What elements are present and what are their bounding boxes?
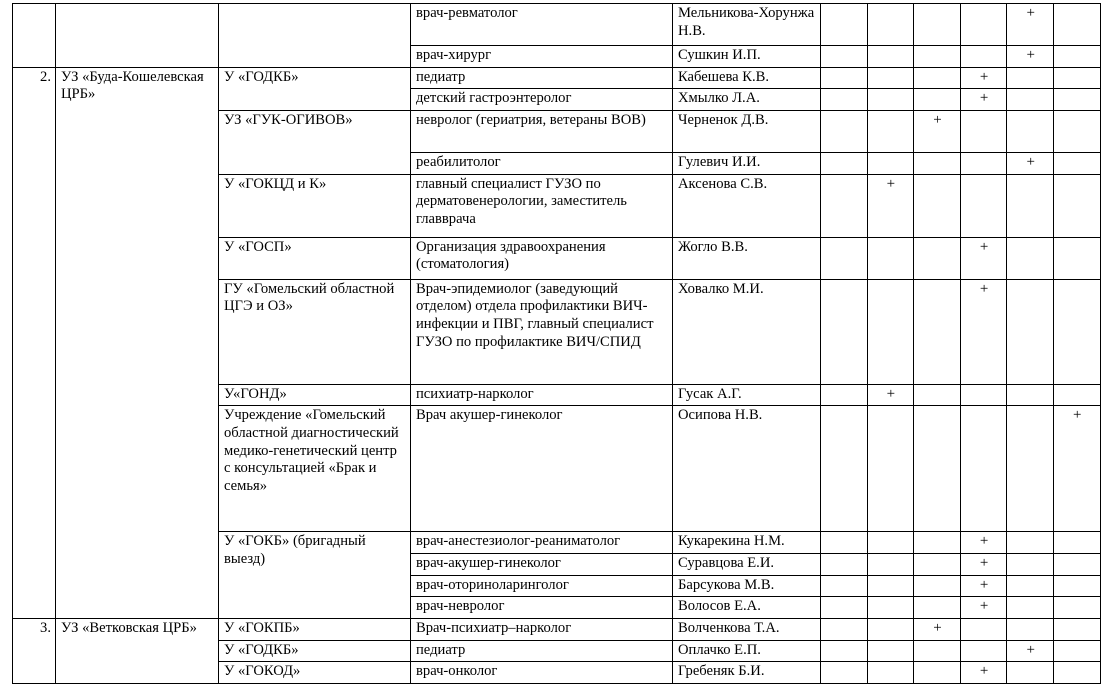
cell-mark-checked	[1007, 46, 1054, 68]
cell-mark-empty	[1007, 67, 1054, 89]
cell-mark-empty	[1007, 174, 1054, 237]
cell-inst: У «ГОСП»	[219, 237, 411, 279]
cell-mark-empty	[914, 597, 961, 619]
cell-mark-empty	[821, 597, 868, 619]
cell-person-name: Барсукова М.В.	[673, 575, 821, 597]
cell-person-name: Волченкова Т.А.	[673, 618, 821, 640]
cell-mark-empty	[821, 575, 868, 597]
cell-mark-empty	[960, 4, 1007, 46]
cell-person-name: Волосов Е.А.	[673, 597, 821, 619]
cell-mark-empty	[1007, 532, 1054, 554]
cell-mark-checked	[914, 618, 961, 640]
cell-mark-checked	[1053, 406, 1100, 532]
cell-specialty: врач-хирург	[411, 46, 673, 68]
cell-mark-checked	[960, 597, 1007, 619]
cell-mark-empty	[1053, 279, 1100, 384]
cell-mark-empty	[1053, 110, 1100, 152]
plus-icon: +	[979, 598, 989, 615]
schedule-table	[12, 3, 1101, 684]
cell-mark-empty	[867, 618, 914, 640]
cell-mark-empty	[1053, 640, 1100, 662]
cell-org: УЗ «Ветковская ЦРБ»	[56, 618, 219, 683]
plus-icon: +	[1073, 407, 1082, 424]
cell-person-name: Гусак А.Г.	[673, 384, 821, 406]
cell-mark-empty	[1053, 4, 1100, 46]
cell-mark-empty	[914, 575, 961, 597]
cell-specialty: Врач акушер-гинеколог	[411, 406, 673, 532]
cell-specialty: главный специалист ГУЗО по дерматовенерологии, заместитель главврача	[411, 174, 673, 237]
plus-icon: +	[886, 175, 896, 192]
cell-mark-empty	[960, 46, 1007, 68]
cell-mark-empty	[914, 89, 961, 111]
cell-num: 3.	[13, 618, 56, 683]
cell-person-name: Аксенова С.В.	[673, 174, 821, 237]
cell-mark-checked	[1007, 4, 1054, 46]
cell-mark-empty	[867, 640, 914, 662]
cell-mark-checked	[1007, 152, 1054, 174]
cell-mark-empty	[821, 4, 868, 46]
cell-mark-empty	[867, 575, 914, 597]
cell-mark-checked	[1007, 640, 1054, 662]
cell-mark-empty	[914, 553, 961, 575]
cell-mark-empty	[821, 67, 868, 89]
cell-mark-empty	[1053, 174, 1100, 237]
cell-specialty: Организация здравоохранения (стоматология)	[411, 237, 673, 279]
cell-mark-empty	[960, 618, 1007, 640]
cell-mark-empty	[821, 532, 868, 554]
cell-mark-empty	[1007, 279, 1054, 384]
cell-specialty: педиатр	[411, 640, 673, 662]
cell-mark-empty	[960, 640, 1007, 662]
table-body	[13, 4, 1101, 684]
cell-num: 2.	[13, 67, 56, 618]
cell-mark-empty	[1053, 237, 1100, 279]
cell-specialty: врач-анестезиолог-реаниматолог	[411, 532, 673, 554]
cell-mark-empty	[960, 406, 1007, 532]
plus-icon: +	[979, 576, 989, 593]
cell-mark-empty	[1053, 152, 1100, 174]
cell-specialty: врач-акушер-гинеколог	[411, 553, 673, 575]
cell-specialty: врач-ревматолог	[411, 4, 673, 46]
cell-person-name: Кукарекина Н.М.	[673, 532, 821, 554]
cell-mark-empty	[821, 152, 868, 174]
cell-mark-checked	[960, 532, 1007, 554]
cell-mark-empty	[1007, 237, 1054, 279]
cell-inst: Учреждение «Гомельский областной диагностический медико-генетический центр с консультацией «Брак и семья»	[219, 406, 411, 532]
cell-mark-empty	[914, 532, 961, 554]
plus-icon: +	[979, 554, 989, 571]
cell-mark-empty	[1007, 406, 1054, 532]
cell-mark-empty	[821, 89, 868, 111]
cell-person-name: Хмылко Л.А.	[673, 89, 821, 111]
cell-mark-empty	[867, 553, 914, 575]
cell-mark-empty	[1007, 618, 1054, 640]
cell-mark-empty	[867, 237, 914, 279]
cell-mark-checked	[960, 662, 1007, 684]
plus-icon: +	[1026, 5, 1035, 21]
cell-mark-empty	[914, 46, 961, 68]
cell-mark-empty	[1053, 575, 1100, 597]
cell-mark-empty	[867, 532, 914, 554]
cell-person-name: Оплачко Е.П.	[673, 640, 821, 662]
cell-inst: У «ГОДКБ»	[219, 640, 411, 662]
plus-icon: +	[933, 619, 942, 636]
cell-mark-empty	[1053, 618, 1100, 640]
cell-mark-checked	[867, 384, 914, 406]
cell-inst	[219, 4, 411, 68]
cell-specialty: врач-оториноларинголог	[411, 575, 673, 597]
cell-org	[56, 4, 219, 68]
cell-mark-empty	[821, 174, 868, 237]
cell-mark-empty	[1053, 532, 1100, 554]
cell-mark-empty	[821, 110, 868, 152]
cell-mark-empty	[1053, 384, 1100, 406]
cell-mark-empty	[821, 406, 868, 532]
cell-mark-checked	[960, 553, 1007, 575]
plus-icon: +	[979, 533, 989, 550]
cell-specialty: Врач-психиатр–нарколог	[411, 618, 673, 640]
cell-mark-checked	[960, 237, 1007, 279]
cell-inst: У «ГОКЦД и К»	[219, 174, 411, 237]
cell-mark-empty	[914, 152, 961, 174]
cell-mark-empty	[914, 279, 961, 384]
plus-icon: +	[979, 68, 989, 85]
cell-specialty: психиатр-нарколог	[411, 384, 673, 406]
cell-inst: ГУ «Гомельский областной ЦГЭ и ОЗ»	[219, 279, 411, 384]
cell-num	[13, 4, 56, 68]
cell-mark-empty	[1007, 89, 1054, 111]
cell-person-name: Мельникова-Хорунжа Н.В.	[673, 4, 821, 46]
cell-mark-empty	[960, 110, 1007, 152]
cell-specialty: педиатр	[411, 67, 673, 89]
cell-mark-empty	[1053, 597, 1100, 619]
cell-mark-empty	[1053, 89, 1100, 111]
cell-person-name: Ховалко М.И.	[673, 279, 821, 384]
table-row	[13, 4, 1101, 46]
plus-icon: +	[979, 280, 989, 297]
cell-person-name: Гулевич И.И.	[673, 152, 821, 174]
cell-mark-empty	[1007, 110, 1054, 152]
cell-person-name: Суравцова Е.И.	[673, 553, 821, 575]
cell-mark-empty	[914, 640, 961, 662]
cell-mark-empty	[821, 553, 868, 575]
cell-specialty: реабилитолог	[411, 152, 673, 174]
cell-mark-empty	[821, 279, 868, 384]
cell-mark-empty	[867, 46, 914, 68]
cell-mark-empty	[914, 4, 961, 46]
cell-mark-empty	[867, 662, 914, 684]
cell-mark-empty	[960, 384, 1007, 406]
cell-mark-empty	[821, 640, 868, 662]
cell-mark-empty	[914, 384, 961, 406]
cell-specialty: врач-невролог	[411, 597, 673, 619]
cell-mark-empty	[914, 237, 961, 279]
cell-mark-empty	[914, 67, 961, 89]
cell-mark-empty	[960, 152, 1007, 174]
plus-icon: +	[933, 111, 942, 128]
cell-specialty: невролог (гериатрия, ветераны ВОВ)	[411, 110, 673, 152]
cell-mark-empty	[867, 89, 914, 111]
cell-inst: У «ГОДКБ»	[219, 67, 411, 110]
cell-mark-empty	[867, 406, 914, 532]
cell-mark-checked	[867, 174, 914, 237]
cell-mark-empty	[914, 174, 961, 237]
cell-mark-empty	[867, 4, 914, 46]
cell-mark-empty	[1053, 67, 1100, 89]
plus-icon: +	[886, 385, 896, 402]
plus-icon: +	[979, 238, 989, 255]
plus-icon: +	[979, 663, 989, 680]
cell-mark-checked	[960, 279, 1007, 384]
cell-person-name: Гребеняк Б.И.	[673, 662, 821, 684]
plus-icon: +	[1026, 641, 1035, 658]
cell-inst: УЗ «ГУК-ОГИВОВ»	[219, 110, 411, 174]
cell-mark-empty	[821, 46, 868, 68]
cell-mark-empty	[821, 384, 868, 406]
cell-mark-checked	[960, 575, 1007, 597]
cell-mark-empty	[867, 67, 914, 89]
cell-mark-empty	[821, 237, 868, 279]
table-row	[13, 67, 1101, 89]
cell-inst: У«ГОНД»	[219, 384, 411, 406]
plus-icon: +	[1026, 47, 1035, 63]
cell-mark-empty	[1053, 46, 1100, 68]
cell-inst: У «ГОКОД»	[219, 662, 411, 684]
plus-icon: +	[979, 90, 989, 107]
cell-mark-empty	[1007, 575, 1054, 597]
table-row	[13, 618, 1101, 640]
cell-mark-empty	[1007, 384, 1054, 406]
cell-mark-empty	[867, 110, 914, 152]
cell-mark-empty	[914, 406, 961, 532]
plus-icon: +	[1026, 153, 1035, 170]
cell-mark-checked	[914, 110, 961, 152]
cell-mark-empty	[960, 174, 1007, 237]
cell-specialty: врач-онколог	[411, 662, 673, 684]
cell-mark-checked	[960, 67, 1007, 89]
cell-inst: У «ГОКБ» (бригадный выезд)	[219, 532, 411, 619]
cell-mark-empty	[1053, 662, 1100, 684]
cell-specialty: детский гастроэнтеролог	[411, 89, 673, 111]
cell-mark-empty	[867, 152, 914, 174]
cell-mark-empty	[1007, 553, 1054, 575]
cell-mark-empty	[867, 279, 914, 384]
cell-person-name: Черненок Д.В.	[673, 110, 821, 152]
cell-mark-empty	[1007, 597, 1054, 619]
cell-person-name: Кабешева К.В.	[673, 67, 821, 89]
cell-org: УЗ «Буда-Кошелевская ЦРБ»	[56, 67, 219, 618]
cell-mark-empty	[1007, 662, 1054, 684]
cell-mark-empty	[914, 662, 961, 684]
cell-mark-empty	[867, 597, 914, 619]
cell-mark-empty	[821, 618, 868, 640]
cell-person-name: Осипова Н.В.	[673, 406, 821, 532]
cell-person-name: Жогло В.В.	[673, 237, 821, 279]
cell-mark-checked	[960, 89, 1007, 111]
cell-specialty: Врач-эпидемиолог (заведующий отделом) отдела профилактики ВИЧ-инфекции и ПВГ, главный специалист ГУЗО по профилактике ВИЧ/СПИД	[411, 279, 673, 384]
cell-mark-empty	[821, 662, 868, 684]
cell-person-name: Сушкин И.П.	[673, 46, 821, 68]
cell-inst: У «ГОКПБ»	[219, 618, 411, 640]
cell-mark-empty	[1053, 553, 1100, 575]
